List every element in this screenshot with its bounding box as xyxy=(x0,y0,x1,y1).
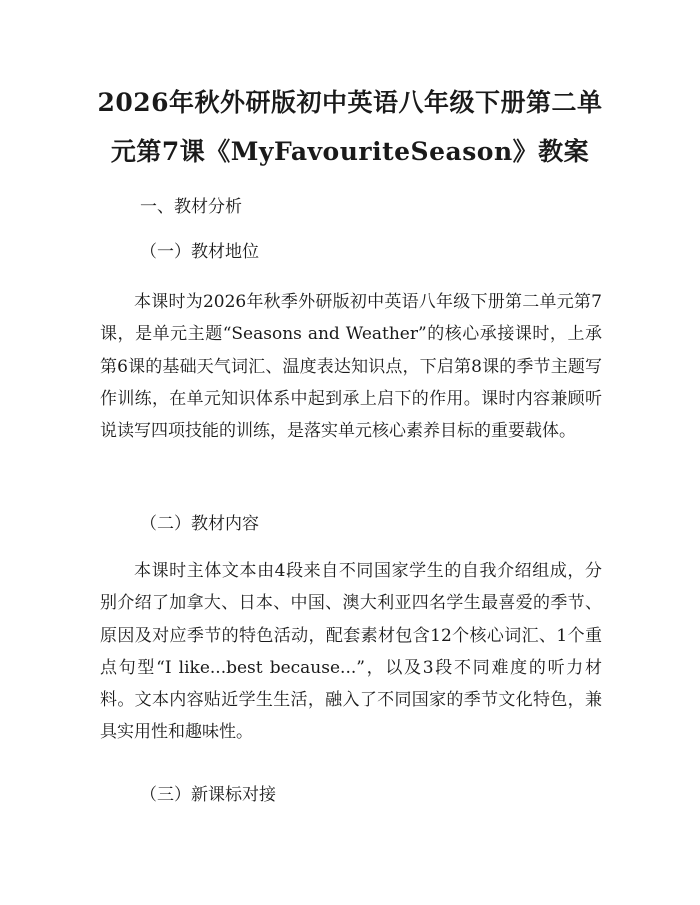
subsection-heading-textbook-status: （一）教材地位 xyxy=(140,242,259,262)
paragraph-textbook-content: 本课时主体文本由4段来自不同国家学生的自我介绍组成，分别介绍了加拿大、日本、中国、澳大利亚四名学生最喜爱的季节、原因及对应季节的特色活动，配套素材包含12个核心词汇、1个重点句型“I like...best because...”，以及3段不同难度的听力材料。文本内容贴近学生生活，融入了不同国家的季节文化特色，兼具实用性和趣味性。 xyxy=(100,561,602,743)
document-title-line-2: 元第7课《MyFavouriteSeason》教案 xyxy=(110,137,590,166)
document-title-line-1: 2026年秋外研版初中英语八年级下册第二单 xyxy=(97,88,603,117)
section-heading-textbook-analysis: 一、教材分析 xyxy=(140,197,242,217)
subsection-heading-textbook-content: （二）教材内容 xyxy=(140,514,259,534)
subsection-heading-curriculum-alignment: （三）新课标对接 xyxy=(140,785,276,805)
paragraph-textbook-status: 本课时为2026年秋季外研版初中英语八年级下册第二单元第7课，是单元主题“Seasons and Weather”的核心承接课时，上承第6课的基础天气词汇、温度表达知识点，下启第8课的季节主题写作训练，在单元知识体系中起到承上启下的作用。课时内容兼顾听说读写四项技能的训练，是落实单元核心素养目标的重要载体。 xyxy=(100,292,602,442)
